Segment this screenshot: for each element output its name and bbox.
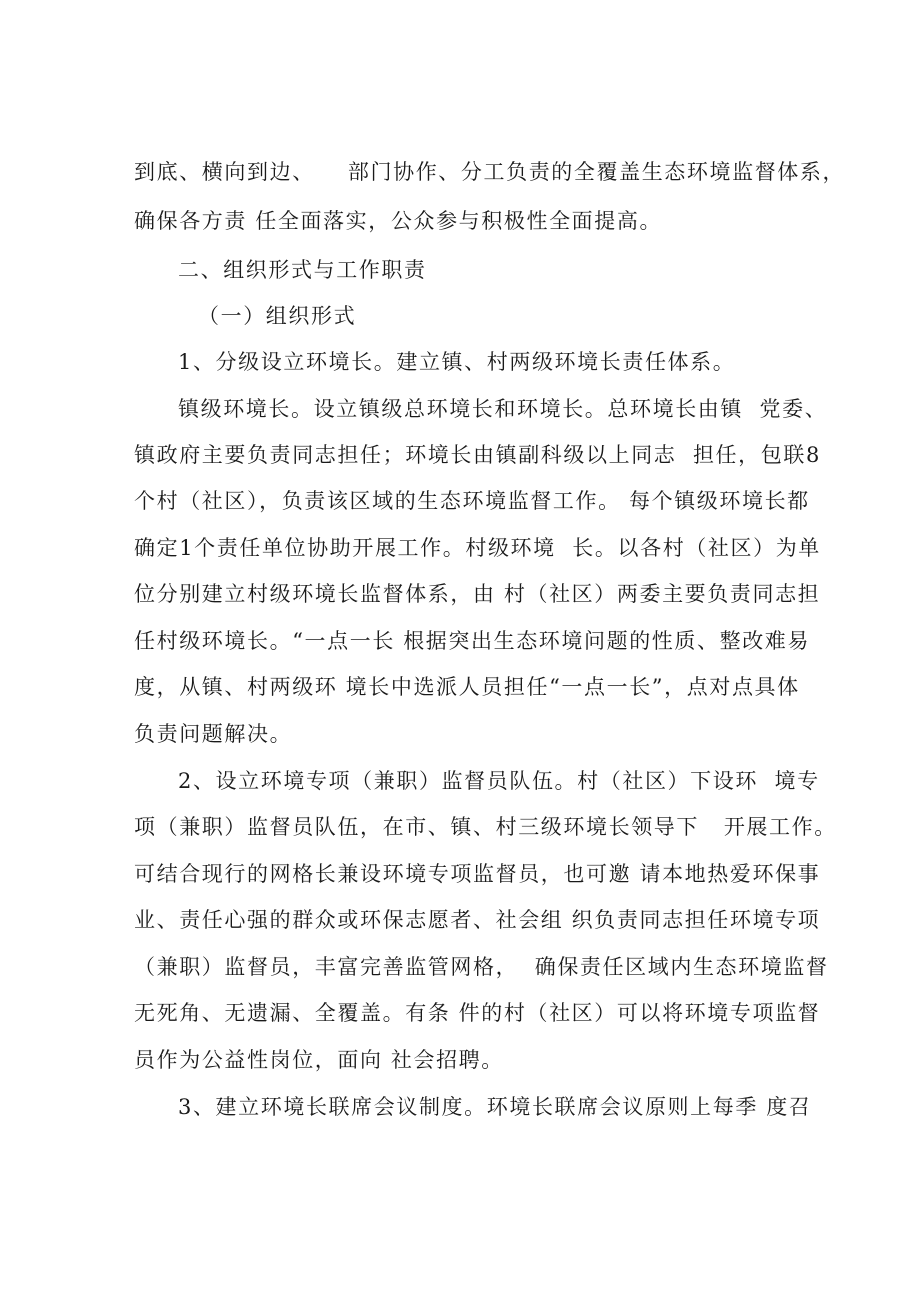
paragraph-line: 无死角、无遗漏、全覆盖。有条 件的村（社区）可以将环境专项监督: [134, 1001, 821, 1025]
paragraph-line: 任村级环境长。“一点一长 根据突出生态环境问题的性质、整改难易: [134, 629, 811, 653]
paragraph-line: 到底、横向到边、 部门协作、分工负责的全覆盖生态环境监督体系，: [134, 160, 846, 184]
subsection-heading: （一）组织形式: [198, 304, 357, 328]
paragraph-line: 个村（社区），负责该区域的生态环境监督工作。 每个镇级环境长都: [134, 489, 810, 513]
paragraph-line: 确定1个责任单位协助开展工作。村级环境 长。以各村（社区）为单: [134, 536, 821, 560]
paragraph-line: 确保各方责 任全面落实，公众参与积极性全面提高。: [134, 209, 663, 233]
paragraph-line: 1、分级设立环境长。建立镇、村两级环境长责任体系。: [178, 350, 736, 374]
paragraph-line: 3、建立环境长联席会议制度。环境长联席会议原则上每季 度召: [178, 1095, 812, 1119]
paragraph-line: 项（兼职）监督员队伍，在市、镇、村三级环境长领导下 开展工作。: [134, 815, 837, 839]
paragraph-line: 2、设立环境专项（兼职）监督员队伍。村（社区）下设环 境专: [178, 769, 820, 793]
paragraph-line: 可结合现行的网格长兼设环境专项监督员，也可邀 请本地热爱环保事: [134, 862, 821, 886]
paragraph-line: 位分别建立村级环境长监督体系，由 村（社区）两委主要负责同志担: [134, 582, 821, 606]
paragraph-line: 员作为公益性岗位，面向 社会招聘。: [134, 1048, 504, 1072]
section-heading: 二、组织形式与工作职责: [178, 258, 427, 282]
paragraph-line: 度，从镇、村两级环 境长中选派人员担任“一点一长”，点对点具体: [134, 675, 800, 699]
paragraph-line: 镇政府主要负责同志担任；环境长由镇副科级以上同志 担任，包联8: [134, 443, 821, 467]
paragraph-line: 业、责任心强的群众或环保志愿者、社会组 织负责同志担任环境专项: [134, 908, 821, 932]
paragraph-line: （兼职）监督员，丰富完善监管网格， 确保责任区域内生态环境监督: [134, 955, 829, 979]
paragraph-line: 负责问题解决。: [134, 722, 293, 746]
paragraph-line: 镇级环境长。设立镇级总环境长和环境长。总环境长由镇 党委、: [178, 397, 828, 421]
